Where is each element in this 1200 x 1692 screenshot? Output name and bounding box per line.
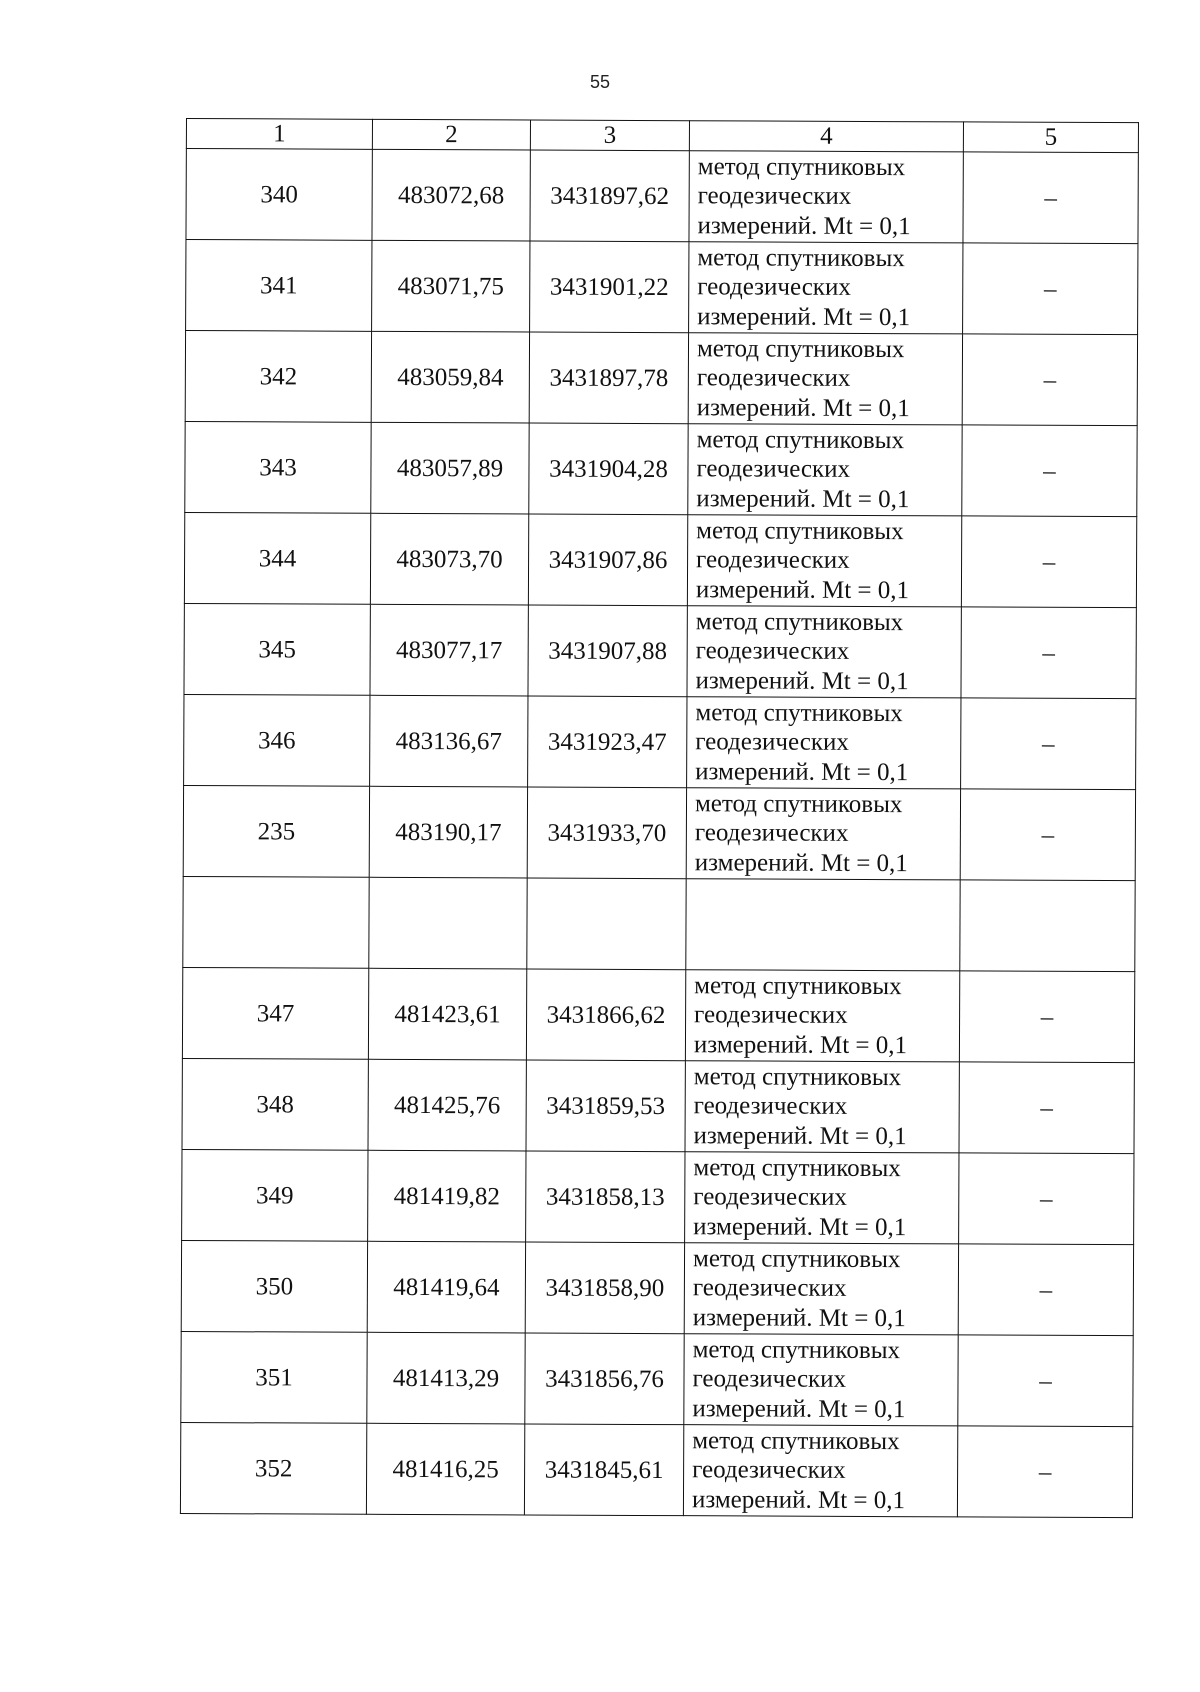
method-line: измерений. Mt = 0,1 [697, 302, 911, 331]
y-cell: 3431859,53 [526, 1060, 685, 1152]
y-cell: 3431866,62 [526, 969, 685, 1061]
x-cell: 483190,17 [369, 786, 527, 878]
method-cell [687, 515, 961, 607]
x-cell: 481419,64 [367, 1241, 525, 1333]
method-line: геодезических [695, 637, 850, 666]
method-line: геодезических [696, 364, 851, 393]
method-cell [687, 697, 961, 789]
method-line: измерений. Mt = 0,1 [694, 848, 908, 877]
y-cell: 3431897,78 [529, 332, 688, 424]
method-cell [689, 151, 963, 243]
method-line: метод спутниковых [692, 1244, 901, 1273]
x-cell: 483059,84 [371, 331, 529, 423]
method-line: метод спутниковых [694, 971, 902, 1000]
column-header-4: 4 [689, 121, 963, 152]
point-cell: 343 [185, 421, 371, 513]
method-line: геодезических [695, 728, 849, 757]
method-cell [685, 970, 959, 1062]
note-cell: – [961, 607, 1136, 699]
method-line: измерений. Mt = 0,1 [693, 1212, 907, 1241]
method-line: измерений. Mt = 0,1 [696, 484, 910, 513]
y-cell: 3431904,28 [529, 423, 688, 515]
table-row [181, 1240, 1133, 1335]
point-cell: 345 [184, 603, 370, 695]
method-line: геодезических [693, 1092, 848, 1121]
point-cell: 349 [182, 1149, 368, 1241]
x-cell: 483136,67 [370, 695, 528, 787]
method-line: измерений. Mt = 0,1 [696, 393, 910, 422]
method-line: метод спутниковых [696, 516, 904, 545]
table-row [182, 1149, 1134, 1244]
y-cell [527, 878, 686, 970]
note-cell: – [957, 1426, 1132, 1518]
column-header-5: 5 [963, 122, 1138, 153]
method-line: метод спутниковых [692, 1426, 900, 1455]
method-line: геодезических [694, 819, 849, 848]
point-cell: 341 [186, 240, 372, 332]
method-line: метод спутниковых [692, 1335, 901, 1364]
method-line: измерений. Mt = 0,1 [691, 1485, 906, 1514]
table-row [186, 240, 1138, 335]
x-cell: 483077,17 [370, 604, 528, 696]
header-row [186, 119, 1138, 153]
method-line: метод спутниковых [695, 607, 904, 636]
x-cell: 481416,25 [366, 1423, 524, 1515]
note-cell: – [958, 1335, 1133, 1427]
method-line: измерений. Mt = 0,1 [692, 1394, 906, 1423]
method-cell [686, 879, 960, 971]
x-cell: 481423,61 [368, 968, 526, 1060]
table-row [184, 603, 1136, 698]
method-line: измерений. Mt = 0,1 [695, 666, 909, 695]
method-line [694, 924, 959, 925]
method-line: метод спутниковых [697, 152, 906, 181]
table-row-empty [183, 876, 1135, 971]
point-cell: 351 [181, 1331, 367, 1423]
method-cell [684, 1243, 958, 1335]
y-cell: 3431901,22 [530, 241, 689, 333]
method-line: метод спутниковых [696, 425, 905, 454]
table-row [186, 149, 1138, 244]
x-cell: 481413,29 [367, 1332, 525, 1424]
method-line: метод спутниковых [693, 1153, 901, 1182]
y-cell: 3431907,86 [528, 514, 687, 606]
method-cell [689, 242, 963, 334]
method-line: измерений. Mt = 0,1 [692, 1303, 906, 1332]
method-cell [687, 606, 961, 698]
method-line: геодезических [696, 546, 850, 575]
y-cell: 3431858,90 [525, 1242, 684, 1334]
method-cell [685, 1061, 959, 1153]
page-number: 55 [589, 72, 611, 92]
note-cell: – [958, 1244, 1133, 1336]
method-line: геодезических [692, 1274, 847, 1303]
point-cell: 340 [186, 149, 372, 241]
note-cell: – [961, 698, 1136, 790]
x-cell: 483073,70 [370, 513, 528, 605]
method-line: метод спутниковых [696, 334, 905, 363]
note-cell: – [959, 1153, 1134, 1245]
point-cell: 350 [181, 1240, 367, 1332]
y-cell: 3431933,70 [527, 787, 686, 879]
table-row [180, 1422, 1132, 1517]
x-cell: 483071,75 [372, 240, 530, 332]
method-line: геодезических [692, 1365, 847, 1394]
point-cell: 235 [183, 785, 369, 877]
table-row [183, 785, 1135, 880]
table-row [182, 1058, 1134, 1153]
x-cell [369, 877, 527, 969]
method-line: метод спутниковых [695, 698, 903, 727]
table-row [181, 1331, 1133, 1426]
point-cell: 348 [182, 1058, 368, 1150]
column-header-1: 1 [186, 119, 372, 150]
method-line: измерений. Mt = 0,1 [695, 575, 910, 604]
table-row [184, 512, 1136, 607]
y-cell: 3431923,47 [528, 696, 687, 788]
method-cell [686, 788, 960, 880]
method-line: геодезических [697, 273, 851, 302]
column-header-2: 2 [372, 119, 530, 150]
note-cell: – [963, 243, 1138, 335]
method-cell [688, 424, 962, 516]
method-line: геодезических [696, 455, 851, 484]
point-cell: 352 [180, 1422, 366, 1514]
method-line: геодезических [692, 1456, 846, 1485]
note-cell: – [962, 334, 1137, 426]
note-cell: – [963, 152, 1138, 244]
point-cell: 346 [184, 694, 370, 786]
method-cell [683, 1425, 957, 1517]
y-cell: 3431897,62 [530, 150, 689, 242]
x-cell: 481419,82 [368, 1150, 526, 1242]
method-line: измерений. Mt = 0,1 [695, 757, 909, 786]
coordinates-table [180, 118, 1139, 1518]
method-line: метод спутниковых [693, 1062, 902, 1091]
x-cell: 483057,89 [371, 422, 529, 514]
column-header-3: 3 [530, 120, 689, 151]
method-line: геодезических [694, 1001, 848, 1030]
note-cell [960, 880, 1135, 972]
method-line: измерений. Mt = 0,1 [693, 1030, 908, 1059]
method-line: метод спутниковых [694, 789, 903, 818]
note-cell: – [959, 1062, 1134, 1154]
method-cell [684, 1334, 958, 1426]
x-cell: 481425,76 [368, 1059, 526, 1151]
note-cell: – [962, 425, 1137, 517]
method-line [694, 924, 959, 925]
table-row [182, 967, 1134, 1062]
method-cell [685, 1152, 959, 1244]
method-line: геодезических [693, 1183, 847, 1212]
method-line: измерений. Mt = 0,1 [697, 211, 911, 240]
table-row [184, 694, 1136, 789]
y-cell: 3431858,13 [526, 1151, 685, 1243]
method-line [694, 924, 959, 925]
y-cell: 3431907,88 [528, 605, 687, 697]
y-cell: 3431845,61 [524, 1424, 683, 1516]
note-cell: – [961, 516, 1136, 608]
method-line: метод спутниковых [697, 243, 905, 272]
x-cell: 483072,68 [372, 149, 530, 241]
table-row [185, 421, 1137, 516]
method-cell [688, 333, 962, 425]
point-cell: 347 [182, 967, 368, 1059]
note-cell: – [960, 789, 1135, 881]
point-cell: 344 [184, 512, 370, 604]
point-cell [183, 876, 369, 968]
y-cell: 3431856,76 [525, 1333, 684, 1425]
point-cell: 342 [185, 331, 371, 423]
method-line: геодезических [697, 182, 852, 211]
table-row [185, 331, 1137, 426]
method-line: измерений. Mt = 0,1 [693, 1121, 907, 1150]
note-cell: – [959, 971, 1134, 1063]
